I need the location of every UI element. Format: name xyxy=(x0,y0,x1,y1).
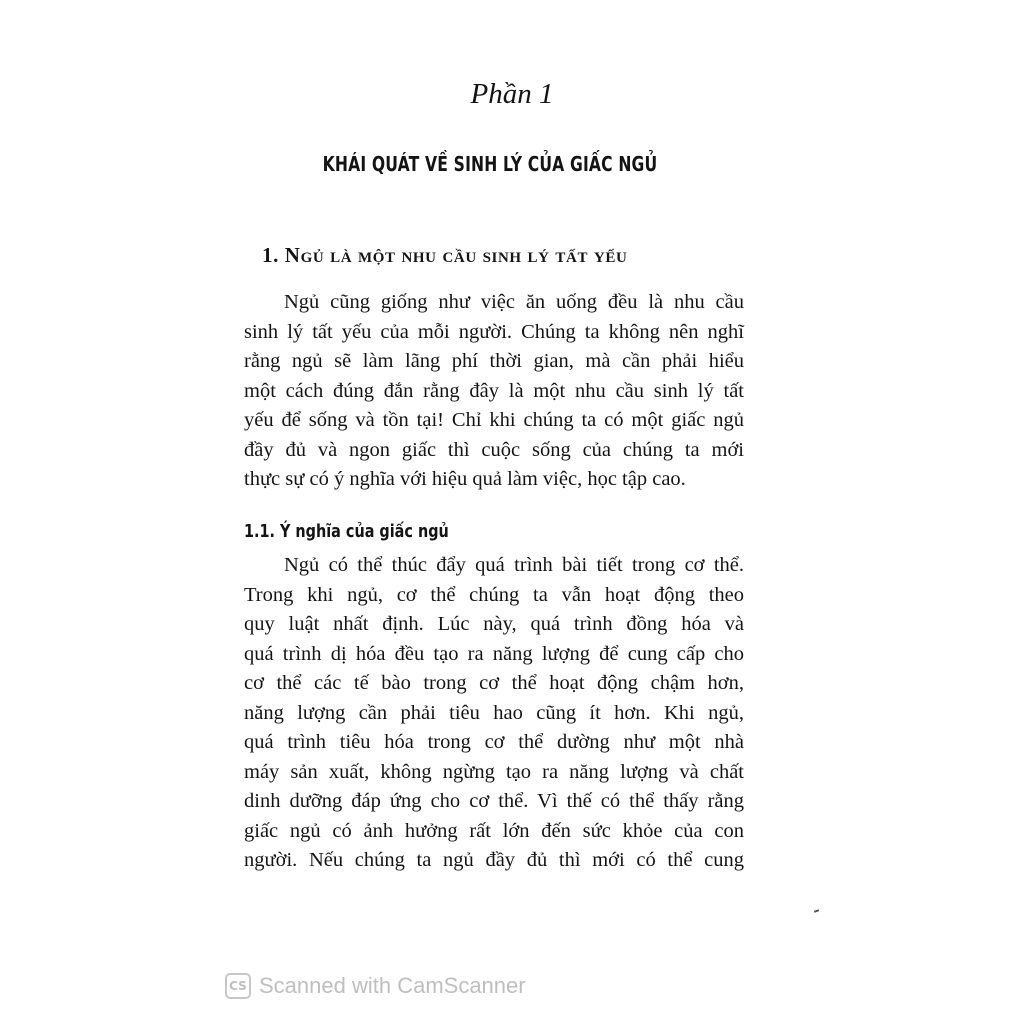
paragraph-2 xyxy=(244,551,744,876)
paragraph-line: đầy đủ và ngon giấc thì cuộc sống của chúng ta mới xyxy=(244,438,744,461)
camscanner-logo-icon: CS xyxy=(225,973,251,999)
subsection-heading: 1.1. Ý nghĩa của giấc ngủ xyxy=(244,521,449,542)
paragraph-line: thực sự có ý nghĩa với hiệu quả làm việc, học tập cao. xyxy=(244,468,686,490)
chapter-title: KHÁI QUÁT VỀ SINH LÝ CỦA GIẤC NGỦ xyxy=(322,152,658,176)
paragraph-line: Ngủ có thể thúc đẩy quá trình bài tiết trong cơ thể. xyxy=(284,554,744,576)
paragraph-line: một cách đúng đắn rằng đây là một nhu cầu sinh lý tất xyxy=(244,379,744,402)
paragraph-1 xyxy=(244,288,744,495)
paragraph-line: yếu để sống và tồn tại! Chỉ khi chúng ta có một giấc ngủ xyxy=(244,409,744,431)
paragraph-line: Ngủ cũng giống như việc ăn uống đều là nhu cầu xyxy=(284,291,744,313)
paragraph-line: máy sản xuất, không ngừng tạo ra năng lượng và chất xyxy=(244,760,744,783)
paragraph-line: sinh lý tất yếu của mỗi người. Chúng ta không nên nghĩ xyxy=(244,320,744,343)
paragraph-line: người. Nếu chúng ta ngủ đầy đủ thì mới có thể cung xyxy=(244,849,744,871)
paragraph-line: quá trình dị hóa đều tạo ra năng lượng để cung cấp cho xyxy=(244,642,744,665)
paragraph-line: Trong khi ngủ, cơ thể chúng ta vẫn hoạt động theo xyxy=(244,583,744,606)
paragraph-line: dinh dưỡng đáp ứng cho cơ thể. Vì thế có thể thấy rằng xyxy=(244,790,744,812)
paragraph-line: quy luật nhất định. Lúc này, quá trình đồng hóa và xyxy=(244,613,744,635)
paragraph-line: rằng ngủ sẽ làm lãng phí thời gian, mà cần phải hiểu xyxy=(244,350,744,372)
paragraph-line: năng lượng cần phải tiêu hao cũng ít hơn. Khi ngủ, xyxy=(244,701,744,724)
camscanner-watermark xyxy=(225,973,526,999)
scan-speck xyxy=(814,909,819,913)
section-heading: 1. Ngủ là một nhu cầu sinh lý tất yếu xyxy=(262,243,628,267)
part-title: Phần 1 xyxy=(470,78,554,110)
paragraph-line: cơ thể các tế bào trong cơ thể hoạt động chậm hơn, xyxy=(244,672,744,694)
watermark-text: Scanned with CamScanner xyxy=(259,973,526,998)
paragraph-line: giấc ngủ có ảnh hưởng rất lớn đến sức khỏe của con xyxy=(244,819,744,842)
paragraph-line: quá trình tiêu hóa trong cơ thể dường như một nhà xyxy=(244,731,744,753)
